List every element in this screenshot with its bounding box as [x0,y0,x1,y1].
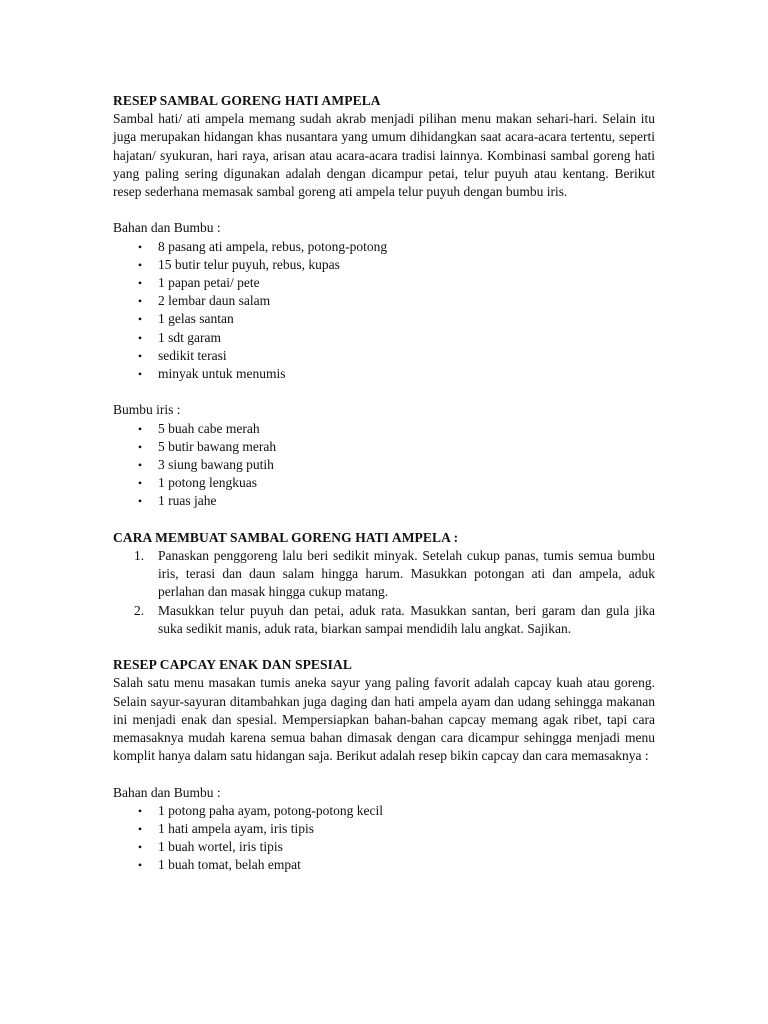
bullet-icon: • [137,348,143,363]
list-item-text: 1 potong paha ayam, potong-potong kecil [158,802,383,818]
section-title-sambal-goreng: RESEP SAMBAL GORENG HATI AMPELA [113,93,381,108]
list-item-text: 1 sdt garam [158,329,221,345]
bullet-icon: • [137,803,143,818]
bullet-icon: • [137,476,143,491]
bullet-icon: • [137,239,143,254]
bullet-icon: • [137,421,143,436]
list-item-text: 1 papan petai/ pete [158,275,260,291]
list-item-text: 3 siung bawang putih [158,457,274,473]
bullet-icon: • [137,257,143,272]
step-number: 2. [134,602,145,618]
intro-paragraph-capcay: Salah satu menu masakan tumis aneka sayur yang paling favorit adalah capcay kuah atau goreng. Selain sayur-sayuran ditambahkan juga daging dan hati ampela ayam dan udang sehingga makanan ini menjadi enak dan spesial. Mempersiapkan bahan-bahan capcay memang agak ribet, tapi cara memasaknya mudah karena semua bahan dimasak dengan cara dicampur sehingga menjadi menu komplit hanya dalam satu hidangan saja. Berikut adalah resep bikin capcay dan cara memasaknya : [113,675,655,764]
bullet-icon: • [137,458,143,473]
bullet-icon: • [137,858,143,873]
list-item-text: 5 butir bawang merah [158,438,277,454]
list-item [113,310,655,328]
step-item [113,602,655,638]
bahan-list-capcay [113,802,655,875]
bullet-icon: • [137,494,143,509]
step-text: Masukkan telur puyuh dan petai, aduk rata. Masukkan santan, beri garam dan gula jika suka sedikit manis, aduk rata, biarkan sampai mendidih lalu angkat. Sajikan. [158,602,655,636]
bullet-icon: • [137,276,143,291]
bullet-icon: • [137,439,143,454]
step-number: 1. [134,548,145,564]
section-title-capcay: RESEP CAPCAY ENAK DAN SPESIAL [113,657,352,673]
list-item [113,365,655,383]
intro-paragraph-sambal: Sambal hati/ ati ampela memang sudah akrab menjadi pilihan menu makan sehari-hari. Selain itu juga merupakan hidangan khas nusantara yang umum dihidangkan saat acara-acara tertentu, seperti hajatan/ syukuran, hari raya, arisan atau acara-acara tradisi lainnya. Kombinasi sambal goreng hati yang paling sering digunakan adalah dengan dicampur petai, telur puyuh atau kentang. Berikut resep sederhana memasak sambal goreng ati ampela telur puyuh dengan bumbu iris. [113,111,655,200]
list-item [113,802,655,820]
list-item [113,238,655,256]
list-item-text: 8 pasang ati ampela, rebus, potong-potong [158,238,388,254]
step-text: Panaskan penggoreng lalu beri sedikit minyak. Setelah cukup panas, tumis semua bumbu iris, terasi dan daun salam hingga harum. Masukkan potongan ati dan ampela, aduk perlahan dan masak hingga cukup matang. [158,548,655,600]
list-item [113,256,655,274]
bahan-list [113,238,655,384]
step-item [113,547,655,602]
blank-line [113,383,655,401]
bullet-icon: • [137,822,143,837]
list-item-text: minyak untuk menumis [158,366,286,382]
list-item [113,820,655,838]
bullet-icon: • [137,330,143,345]
list-item [113,347,655,365]
list-item-text: 2 lembar daun salam [158,293,271,309]
list-item-text: 1 gelas santan [158,311,234,327]
list-item-text: sedikit terasi [158,347,227,363]
list-item [113,438,655,456]
bullet-icon: • [137,294,143,309]
bumbu-iris-list [113,420,655,511]
list-item [113,274,655,292]
list-item-text: 15 butir telur puyuh, rebus, kupas [158,256,340,272]
section-title-cara-membuat: CARA MEMBUAT SAMBAL GORENG HATI AMPELA : [113,529,459,545]
list-item [113,492,655,510]
bahan-label-capcay: Bahan dan Bumbu : [113,784,221,800]
list-item-text: 1 potong lengkuas [158,475,257,491]
list-item [113,456,655,474]
bullet-icon: • [137,367,143,382]
list-item-text: 1 hati ampela ayam, iris tipis [158,821,314,837]
steps-list [113,547,655,638]
list-item [113,420,655,438]
blank-line [113,638,655,656]
list-item [113,474,655,492]
bullet-icon: • [137,840,143,855]
list-item [113,856,655,874]
list-item [113,292,655,310]
bahan-label: Bahan dan Bumbu : [113,220,221,236]
list-item-text: 5 buah cabe merah [158,420,260,436]
list-item [113,838,655,856]
list-item-text: 1 buah wortel, iris tipis [158,839,283,855]
bumbu-iris-label: Bumbu iris : [113,402,181,418]
blank-line [113,765,655,783]
blank-line [113,511,655,529]
list-item [113,329,655,347]
bullet-icon: • [137,312,143,327]
list-item-text: 1 ruas jahe [158,493,217,509]
list-item-text: 1 buah tomat, belah empat [158,857,301,873]
blank-line [113,201,655,219]
